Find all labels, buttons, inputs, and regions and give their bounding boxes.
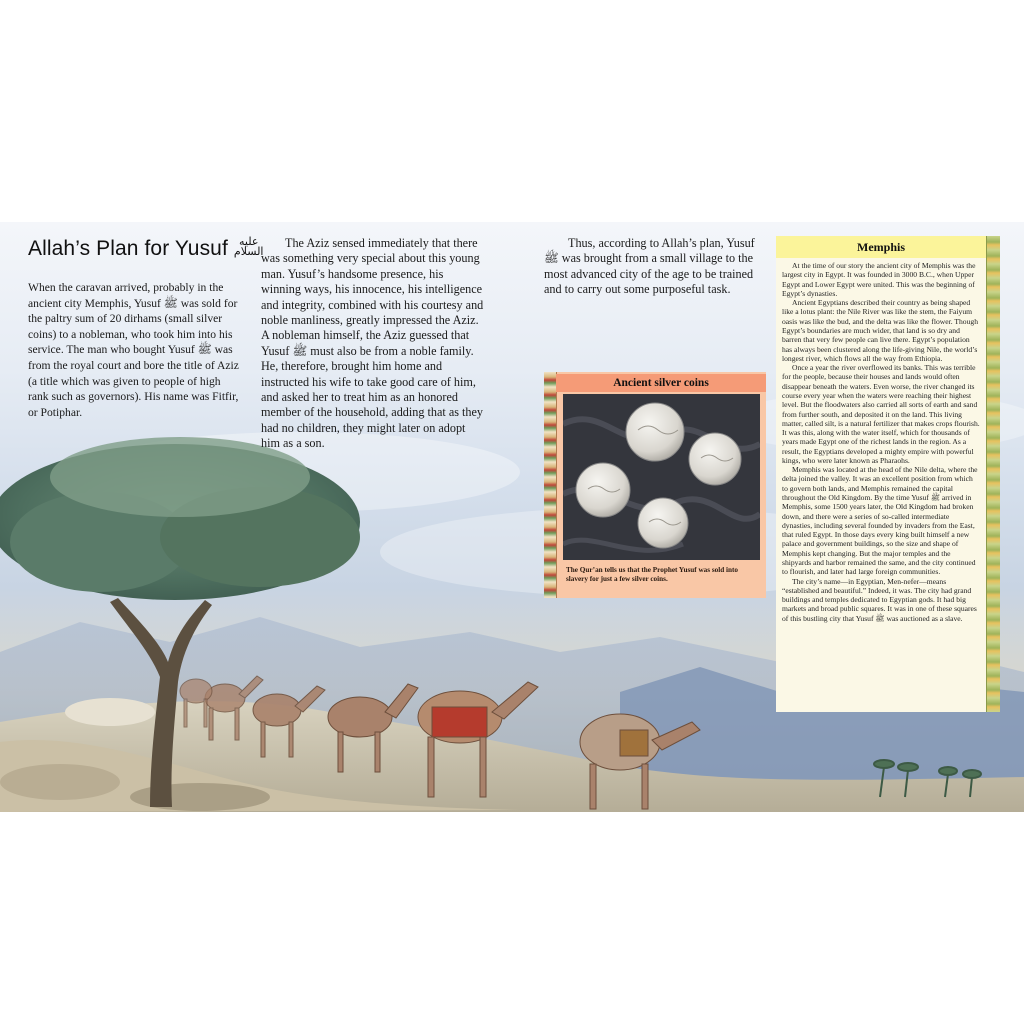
sidebar-paragraph: Memphis was located at the head of the Nile delta, where the delta joined the valley. It was an excellent position from which to govern both lands, and Memphis remained the capital throughout the Old Kingdom. By the time Yusuf ﷺ arrived in Memphis, some 1500 years later, the Old Kingdom had broken down, and there were a series of so-called intermediate dynasties, including several founded by invaders from the East, that ruled Egypt. In those days every king built himself a new palace and government buildings, so the size and shape of Memphis kept changing. But the major temples and the shipyards and harbor remained the same, and the city continued to flourish, and later had large foreign communities. [782,465,978,577]
vine-border [986,236,1000,712]
coin-caption: The Qur’an tells us that the Prophet Yusuf was sold into slavery for just a few silver coins. [566,566,738,583]
page-title [28,237,264,261]
honorific-line-2: السلام [233,245,264,258]
body-column-1 [28,280,243,420]
paragraph: Thus, according to Allah’s plan, Yusuf ﷺ was brought from a small village to the most advanced city of the age to be trained and to carry out some purposeful task. [544,236,755,297]
sidebar-body [782,261,980,623]
sidebar-paragraph: At the time of our story the ancient city of Memphis was the largest city in Egypt. It was founded in 3000 B.C., when Upper Egypt and Lower Egypt were united. This was the beginning of Egypt’s dynasties. [782,261,976,298]
sidebar-heading: Memphis [776,236,986,258]
honorific-line-1: عليه [238,235,259,248]
sidebar-paragraph: Once a year the river overflowed its banks. This was terrible for the people, because their houses and lands would often disappear beneath the waters. Even worse, the river changed its course every year when the waters were reaching their highest level. But the floodwaters also carried all sorts of earth and sand from further south, and deposited it on the land. This living matter, called silt, is a natural fertilizer that makes crops flourish. It was this, along with the water itself, which for thousands of years made Egypt one of the richest lands in the region. As a result, the Egyptians developed a mighty empire with powerful kings, who were later known as Pharaohs. [782,363,980,465]
body-column-3 [544,236,766,298]
sidebar-paragraph: Ancient Egyptians described their country as being shaped like a lotus plant: the Nile River was like the stem, the Faiyum oasis was like the bud, and the delta was like the flower. Though Egypt’s boundaries are much wider, that land is so dry and barren that very few people can live there. Egypt’s population has always been clustered along the life-giving Nile, the world’s longest river, which flows all the way from Ethiopia. [782,298,978,363]
body-column-2 [261,236,486,452]
coin-box [544,372,766,598]
paragraph: When the caravan arrived, probably in the ancient city Memphis, Yusuf ﷺ was sold for the paltry sum of 20 dirhams (small silver coins) to a nobleman, who took him into his service. The man who bought Yusuf ﷺ was from the royal court and bore the title of Aziz (a title which was given to people of high rank such as governors). His name was Fitfir, or Potiphar. [28,281,239,419]
honorific-glyph [234,237,264,257]
title-text: Allah’s Plan for Yusuf [28,237,228,260]
memphis-sidebar [776,236,1000,712]
sidebar-paragraph: The city’s name—in Egyptian, Men-nefer—means “established and beautiful.” Indeed, it was. The city had grand buildings and temples dedicated to Egyptian gods. It had big markets and broad public squares. It was in one of these squares of this bustling city that Yusuf ﷺ was auctioned as a slave. [782,576,977,623]
floral-border [544,372,557,598]
book-spread [0,222,1024,812]
coin-box-heading: Ancient silver coins [556,374,766,392]
silver-coins-photo [563,394,760,560]
paragraph: The Aziz sensed immediately that there was something very special about this young man. Yusuf’s handsome presence, his winning ways, his innocence, his intelligence and integrity, combined with his courtesy and noble manliness, greatly impressed the Aziz. A nobleman himself, the Aziz guessed that Yusuf ﷺ must also be from a noble family. He, therefore, brought him home and instructed his wife to take good care of him, and asked her to treat him as an honored member of the household, adding that as they had no children, they might later on adopt him as a son. [261,236,484,451]
